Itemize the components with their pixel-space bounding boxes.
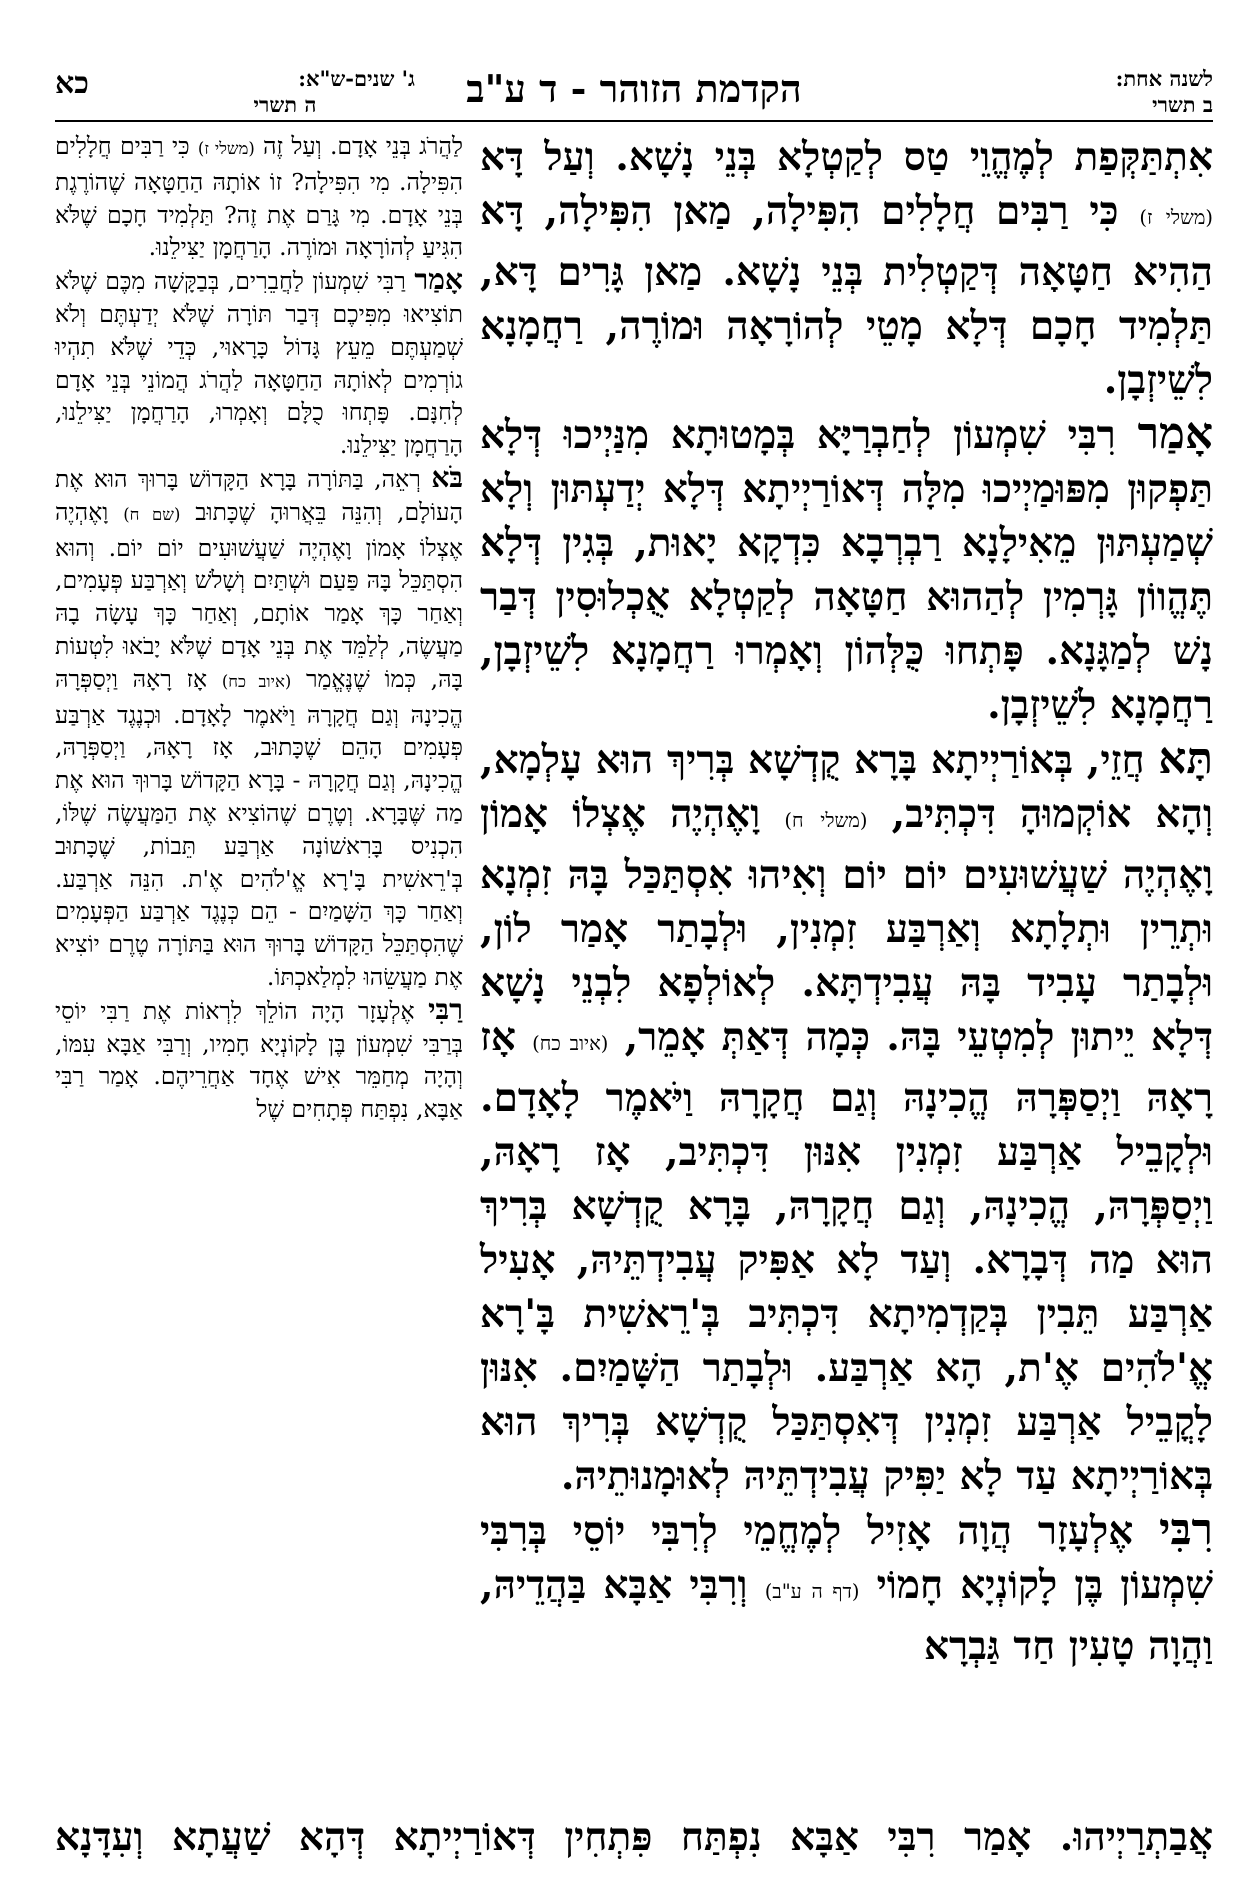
main-paragraph-3 xyxy=(480,732,1213,1503)
main-paragraph-4 xyxy=(480,1503,1213,1673)
page-number: כא xyxy=(55,66,89,101)
main-p4-lead-word: רִבִּי xyxy=(1159,1504,1213,1555)
main-paragraph-1 xyxy=(480,130,1213,407)
side-paragraph-3 xyxy=(55,462,463,994)
side-s1-reference: (משלי ז) xyxy=(197,139,255,158)
header-left-line2: ה תשרי xyxy=(253,92,317,117)
main-p4a-text: אֶלְעָזָר הֲוָה אָזִיל לְמֶחֱמֵי לְרִבִּי יוֹסֵי בְּרִבִּי שִׁמְעוֹן בֶּן לָקוֹנְיָא חָמוֹי xyxy=(480,1508,1213,1608)
page-title: הקדמת הזוהר - ד ע"ב xyxy=(466,66,802,111)
header-rule xyxy=(55,120,1213,122)
main-p4-reference: (דף ה ע"ב) xyxy=(764,1580,860,1603)
main-paragraph-2 xyxy=(480,407,1213,732)
main-p1-reference: (משלי ז) xyxy=(1139,206,1214,229)
side-s4-text: אֶלְעָזָר הָיָה הוֹלֵךְ לִרְאוֹת אֶת רַבִּי יוֹסֵי בְּרַבִּי שִׁמְעוֹן בֶּן לָקוֹנְיָא חָמִיו, וְרַבִּי אַבָּא עִמּוֹ, וְהָיָה מְחַמֵּר אִישׁ אֶחָד אַחֲרֵיהֶם. אָמַר רַבִּי אַבָּא, נִפְתַּח פְּתָחִים שֶׁל xyxy=(55,996,463,1124)
main-p1-text: אִתְתַּקְּפַת לְמֶהֱוֵי טַס לְקַטְלָא בְּנֵי נָשָׁא. וְעַל דָּא xyxy=(480,134,1213,180)
main-p4b-text: וְרִבִּי אַבָּא בַּהֲדֵיהּ, וַהֲוָה טָעִין חַד גַּבְרָא xyxy=(480,1562,1213,1669)
side-paragraph-2 xyxy=(55,264,463,462)
side-s1b-text: כִּי רַבִּים חֲלָלִים הִפִּילָה. מִי הִפִּילָה? זוֹ אוֹתָהּ הַחַטָּאָה שֶׁהוֹרֶגֶת בְּנֵי אָדָם. מִי גָּרַם אֶת זֶה? תַּלְמִיד חָכָם שֶׁלֹּא הִגִּיעַ לְהוֹרָאָה וּמוֹרֶה. הָרַחֲמָן יַצִּילֵנוּ. xyxy=(55,132,463,262)
main-p3c-text: אָז רָאָהּ וַיְסַפְּרָהּ הֱכִינָהּ וְגַם חֲקָרָהּ וַיֹּאמֶר לָאָדָם. וּלְקָבֵיל אַרְבַּע זִמְנִין אִנּוּן דִּכְתִּיב, אָז רָאָהּ, וַיְסַפְּרָהּ, הֱכִינָהּ, וְגַם חֲקָרָהּ, בָּרָא קֻדְשָׁא בְּרִיךְ הוּא מַה דְּבָרָא. וְעַד לָא אַפִּיק עֲבִידְתֵּיהּ, אָעִיל אַרְבַּע תֵּבִין בְּקַדְמִיתָא דִּכְתִּיב בְּ'רֵאשִׁית בָּ'רָא אֱ'לֹהִים אֶ'ת, הָא אַרְבַּע. וּלְבָתַר הַשָּׁמַיִם. אִנּוּן לָקֳבֵיל אַרְבַּע זִמְנִין דְּאִסְתַּכַּל קֻדְשָׁא בְּרִיךְ הוּא בְּאוֹרַיְיתָא עַד לָא יַפִּיק עֲבִידְתֵּיהּ לְאוּמָנוּתֵיהּ. xyxy=(480,1014,1213,1499)
side-s2-lead-word: אָמַר xyxy=(414,263,463,297)
main-p2-lead-word: אָמַר xyxy=(1137,408,1213,459)
header-left-line1: ג' שנים-ש"א: xyxy=(298,66,415,91)
main-p3-lead-word: תָּא xyxy=(1158,733,1214,784)
side-s3-reference: (שם ח) xyxy=(123,504,181,524)
main-p1b-text: כִּי רַבִּים חֲלָלִים הִפִּילָה, מַאן הִפִּילָה, דָּא הַהִיא חַטָּאָה דְּקַטְלִית בְּנֵי נָשָׁא. מַאן גָּרִים דָּא, תַּלְמִיד חָכָם דְּלָא מָטֵי לְהוֹרָאָה וּמוֹרֶה, רַחֲמָנָא לִשֵׁיזְבָן. xyxy=(480,188,1213,403)
side-s3a-text: רְאֵה, בַּתּוֹרָה בָּרָא הַקָּדוֹשׁ בָּרוּךְ הוּא אֶת הָעוֹלָם, וְהִנֵּה בֵּאֲרוּהָ שֶׁכָּתוּב xyxy=(55,464,463,526)
side-s3-lead-word: בֹּא xyxy=(431,460,463,494)
side-s4-lead-word: רַבִּי xyxy=(428,992,463,1026)
header-right-line1: לשנה אחת: xyxy=(1115,66,1213,91)
header-left-dates xyxy=(155,66,415,118)
main-p3-reference: (משלי ח) xyxy=(784,809,868,832)
side-s3b-text: וָאֶהְיֶה אֶצְלוֹ אָמוֹן וָאֶהְיֶה שַׁעֲשׁוּעִים יוֹם יוֹם. וְהוּא הִסְתַּכֵּל בָּהּ פַּעַם וּשְׁתַּיִם וְשָׁלֹשׁ וְאַרְבַּע פְּעָמִים, וְאַחַר כָּךְ אָמַר אוֹתָם, וְאַחַר כָּךְ עָשָׂה בָהּ מַעֲשֶׂה, לְלַמֵּד אֶת בְּנֵי אָדָם שֶׁלֹּא יָבֹאוּ לִטְעוֹת בָּהּ, כְּמוֹ שֶׁנֶּאֱמַר xyxy=(55,497,463,693)
bottom-full-width-line: אֲבַתְרַיְיהוּ. אָמַר רִבִּי אַבָּא נִפְתַּח פִּתְחִין דְּאוֹרַיְיתָא דְּהָא שַׁעֲתָא וְעִדָּנָא xyxy=(55,1814,1213,1860)
side-s3-reference-2: (איוב כח) xyxy=(221,671,292,691)
main-p3a-text: חֲזֵי, בְּאוֹרַיְיתָא בָּרָא קֻדְשָׁא בְּרִיךְ הוּא עָלְמָא, וְהָא אוֹקְמוּהָ דִּכְתִּיב, xyxy=(480,737,1214,837)
side-s3c-text: אָז רָאָהּ וַיְסַפְּרָהּ הֱכִינָהּ וְגַם חֲקָרָהּ וַיֹּאמֶר לָאָדָם. וּכְנֶגֶד אַרְבַּע פְּעָמִים הָהֵם שֶׁכָּתוּב, אָז רָאָהּ, וַיְסַפְּרָהּ, הֱכִינָהּ, וְגַם חֲקָרָהּ - בָּרָא הַקָּדוֹשׁ בָּרוּךְ הוּא אֶת מַה שֶּׁבָּרָא. וְטֶרֶם שֶׁהוֹצִיא אֶת הַמַּעֲשֶׂה שֶׁלּוֹ, הִכְנִיס בָּרִאשׁוֹנָה אַרְבַּע תֵּבוֹת, שֶׁכָּתוּב בְּ'רֵאשִׁית בָּ'רָא אֱ'לֹהִים אֶ'ת. הִנֵּה אַרְבַּע. וְאַחַר כָּךְ הַשָּׁמַיִם - הֵם כְּנֶגֶד אַרְבַּע הַפְּעָמִים שֶׁהִסְתַּכֵּל הַקָּדוֹשׁ בָּרוּךְ הוּא בַּתּוֹרָה טֶרֶם יוֹצִיא אֶת מַעֲשֵׂהוּ לִמְלַאכְתּוֹ. xyxy=(55,664,463,991)
main-text-column xyxy=(480,130,1213,1673)
main-p3-reference-2: (איוב כח) xyxy=(532,1032,609,1055)
side-s2-text: רַבִּי שִׁמְעוֹן לַחֲבֵרִים, בְּבַקָּשָׁה מִכֶּם שֶׁלֹּא תוֹצִיאוּ מִפִּיכֶם דְּבַר תּוֹרָה שֶׁלֹּא יְדַעְתֶּם וְלֹא שְׁמַעְתֶּם מֵעֵץ גָּדוֹל כָּרָאוּי, כְּדֵי שֶׁלֹּא תִהְיוּ גוֹרְמִים לְאוֹתָהּ הַחַטָּאָה לַהֲרֹג הֲמוֹנֵי בְּנֵי אָדָם לְחִנָּם. פָּתְחוּ כֻלָּם וְאָמְרוּ, הָרַחֲמָן יַצִּילֵנוּ, הָרַחֲמָן יַצִּילֵנוּ. xyxy=(55,267,463,460)
side-paragraph-4 xyxy=(55,994,463,1126)
translation-column xyxy=(55,130,463,1126)
main-p3b-text: וָאֶהְיֶה אֶצְלוֹ אָמוֹן וָאֶהְיֶה שַׁעֲשׁוּעִים יוֹם יוֹם וְאִיהוּ אִסְתַּכַּל בָּהּ זִמְנָא וּתְרֵין וּתְלָתָא וְאַרְבַּע זִמְנִין, וּלְבָתַר אָמַר לוֹן, וּלְבָתַר עָבִיד בָּהּ עֲבִידְתָּא. לְאוֹלְפָא לִבְנֵי נָשָׁא דְּלָא יֵיתוּן לְמִטְעֵי בָּהּ. כְּמָה דְּאַתְּ אָמֵר, xyxy=(480,791,1214,1060)
side-paragraph-1 xyxy=(55,130,463,264)
page-header xyxy=(55,66,1213,116)
main-p2-text: רִבִּי שִׁמְעוֹן לְחַבְרַיָּא בְּמָטוּתָא מִנַּיְיכוּ דְּלָא תַּפְקוּן מִפּוּמַיְיכוּ מִלָּה דְּאוֹרַיְיתָא דְּלָא יְדַעְתּוּן וְלָא שְׁמַעְתּוּן מֵאִילָנָא רַבְרְבָא כִּדְקָא יָאוּת, בְּגִין דְּלָא תֶּהֱווֹן גָּרְמִין לְהַהוּא חַטָּאָה לְקַטְלָא אֻכְלוּסִין דְּבַר נָשׁ לְמַגָּנָא. פָּתְחוּ כֻּלְּהוֹן וְאָמְרוּ רַחֲמָנָא לִשֵׁיזְבָן, רַחֲמָנָא לִשֵׁיזְבָן. xyxy=(480,412,1213,728)
header-right-line2: ב תשרי xyxy=(1152,92,1213,117)
side-s1a-text: לַהֲרֹג בְּנֵי אָדָם. וְעַל זֶה xyxy=(263,132,463,160)
